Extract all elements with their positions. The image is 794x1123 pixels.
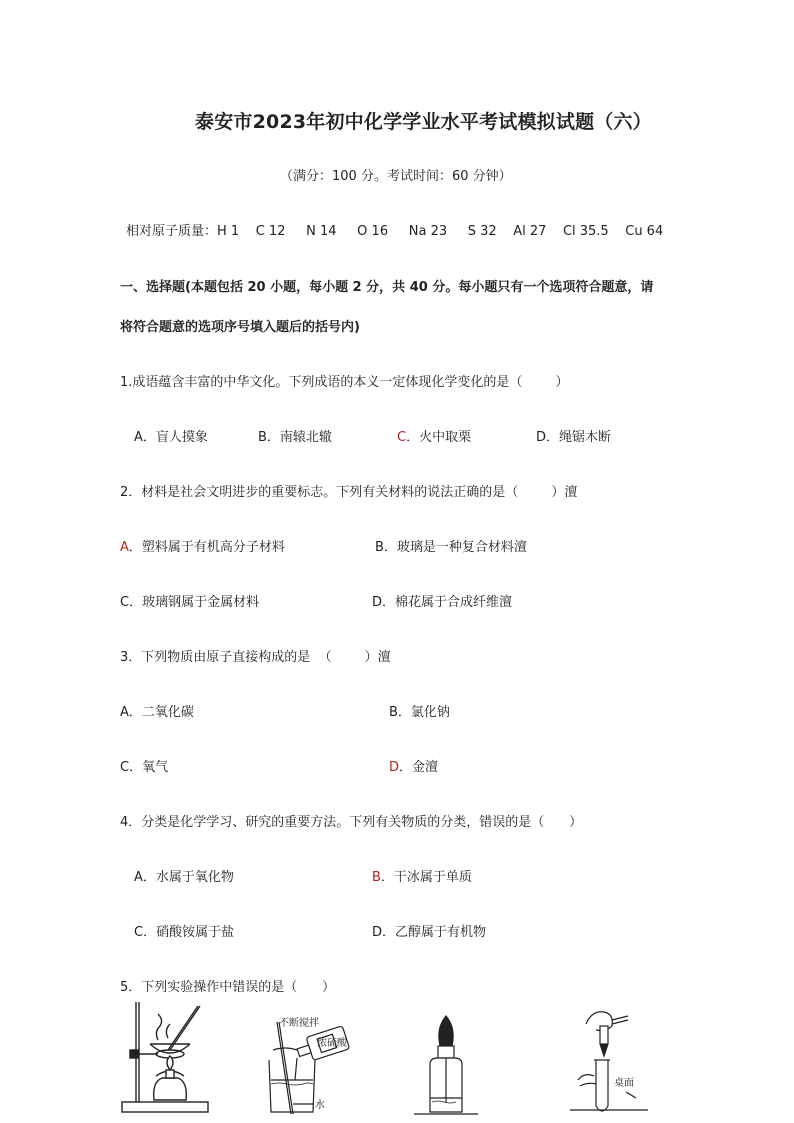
q1-option-b: B．南辕北辙 [258, 430, 332, 445]
answer-letter: A [120, 540, 129, 555]
fig-b-water-label: 水 [315, 1100, 325, 1111]
q2-option-b: B．玻璃是一种复合材料澶 [375, 540, 527, 555]
question-4-stem: 4．分类是化学学习、研究的重要方法。下列有关物质的分类，错误的是（ ） [120, 815, 583, 830]
page-title: 泰安市2023年初中化学学业水平考试模拟试题（六） [195, 111, 652, 133]
question-5-stem: 5．下列实验操作中错误的是（ ） [120, 980, 336, 995]
fig-b-acid-label: 浓硫酸 [317, 1038, 347, 1049]
q3-option-c: C．氧气 [120, 760, 169, 775]
q3-option-b: B．氯化钠 [389, 705, 450, 720]
q1-option-c: C．火中取栗 [397, 430, 472, 445]
q2-option-a: A．塑料属于有机高分子材料 [120, 540, 285, 555]
figure-test-tube-dropper [566, 1006, 666, 1118]
q3-option-d: D．金澶 [389, 760, 439, 775]
q4-option-b: B．干冰属于单质 [372, 870, 472, 885]
q4-option-a: A．水属于氧化物 [134, 870, 234, 885]
section-heading-line1: 一、选择题(本题包括 20 小题，每小题 2 分，共 40 分。每小题只有一个选项符合题意，请 [120, 280, 654, 295]
section-heading-line2: 将符合题意的选项序号填入题后的括号内) [120, 320, 360, 335]
answer-letter: C [397, 430, 407, 445]
q4-option-d: D．乙醇属于有机物 [372, 925, 487, 940]
score-time-note: （满分：100 分。考试时间：60 分钟） [280, 169, 512, 184]
question-2-stem: 2．材料是社会文明进步的重要标志。下列有关材料的说法正确的是（ ）澶 [120, 485, 578, 500]
question-3-stem: 3．下列物质由原子直接构成的是 （ ）澶 [120, 650, 391, 665]
q2-option-d: D．棉花属于合成纤维澶 [372, 595, 513, 610]
atomic-mass-line: 相对原子质量：H 1 C 12 N 14 O 16 Na 23 S 32 Al 27 Cl 35.5 Cu 64 [126, 224, 664, 239]
answer-letter: D [389, 760, 400, 775]
answer-letter: B [372, 870, 381, 885]
fig-b-stir-label: 不断搅拌 [279, 1018, 319, 1029]
q4-option-c: C．硝酸铵属于盐 [134, 925, 235, 940]
q2-option-c: C．玻璃钢属于金属材料 [120, 595, 260, 610]
q1-option-a: A．盲人摸象 [134, 430, 208, 445]
figure-dropper-bottle [410, 1012, 482, 1118]
figure-dilution-setup [255, 1010, 355, 1118]
q3-option-a: A．二氧化碳 [120, 705, 194, 720]
fig-d-table-label: 桌面 [614, 1078, 634, 1089]
question-1-stem: 1.成语蕴含丰富的中华文化。下列成语的本义一定体现化学变化的是（ ） [120, 375, 569, 390]
figure-evaporation-setup [118, 998, 218, 1116]
q1-option-d: D．绳锯木断 [536, 430, 612, 445]
